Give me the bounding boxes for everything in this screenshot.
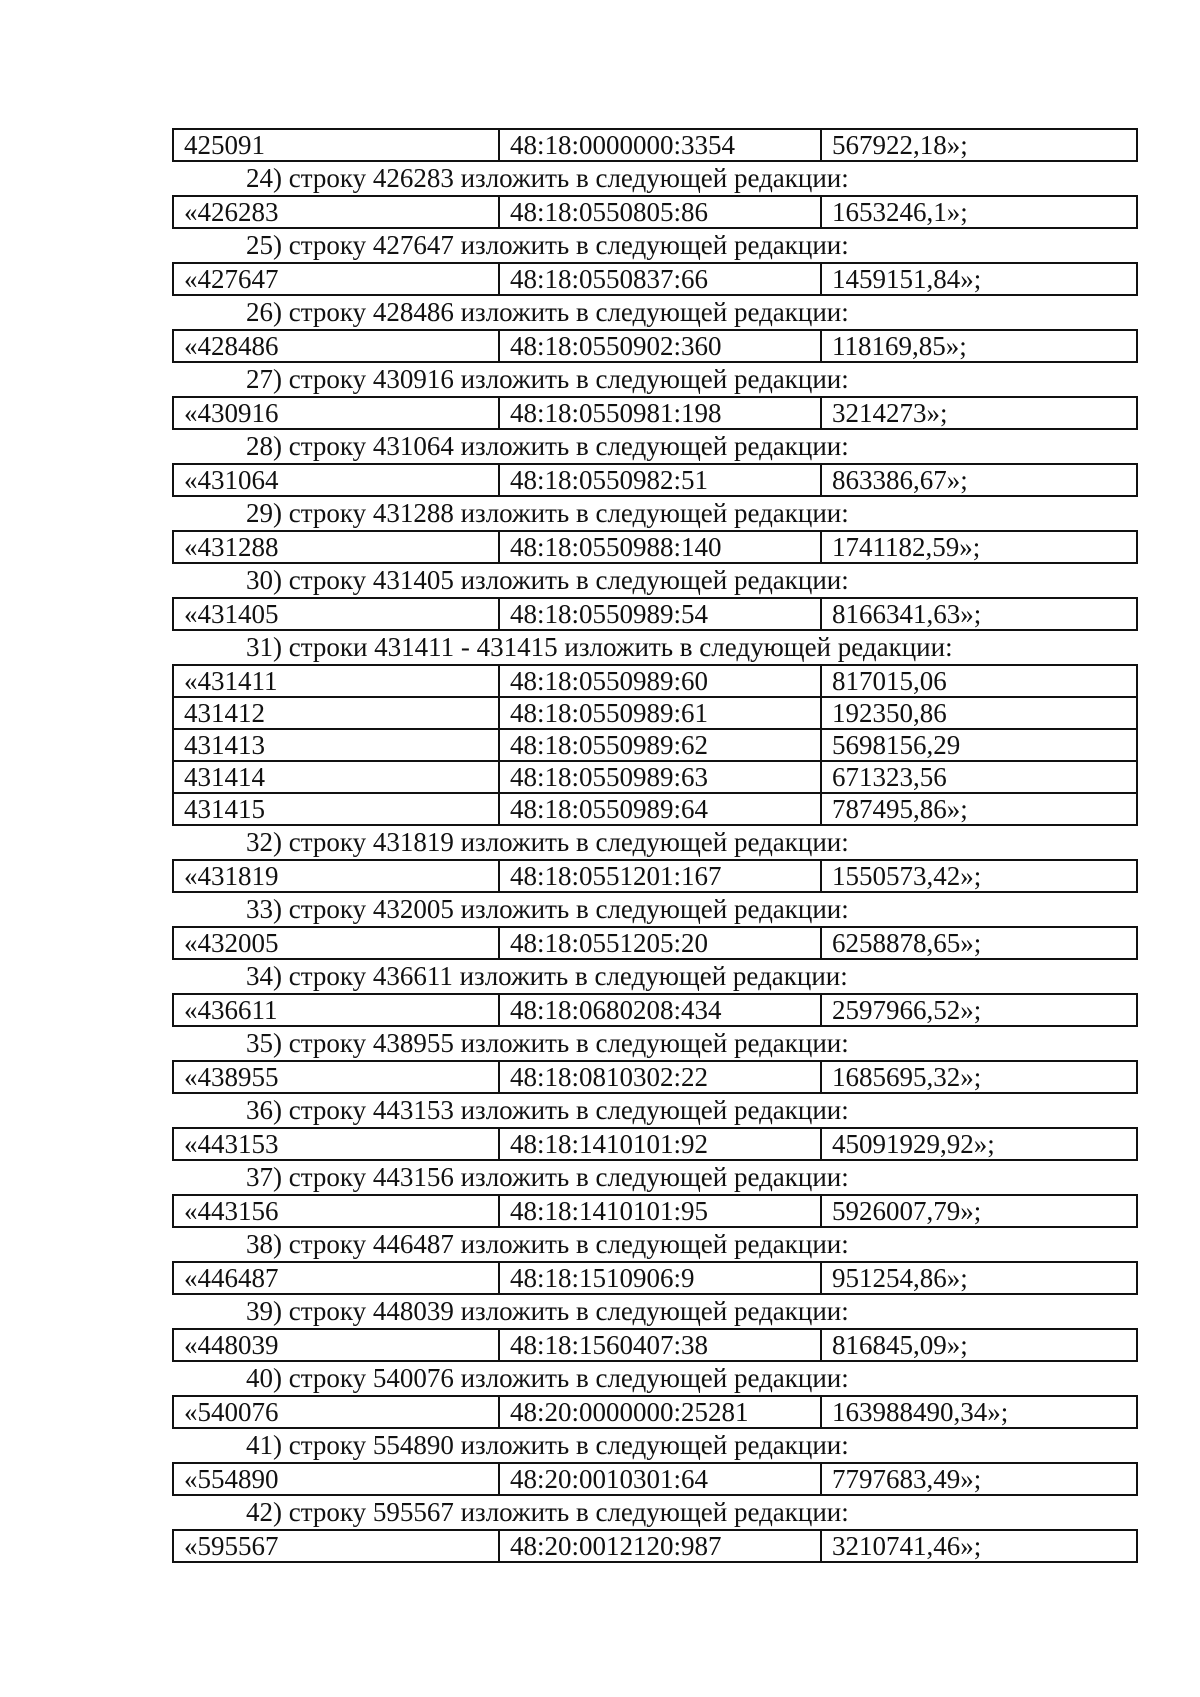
cadastral-value-cell: 817015,06	[821, 665, 1137, 697]
row-id-cell: «430916	[173, 397, 499, 429]
amendment-block	[172, 296, 1138, 363]
cadastral-value-cell: 3214273»;	[821, 397, 1137, 429]
amendment-block	[172, 1027, 1138, 1094]
cadastral-value-cell: 816845,09»;	[821, 1329, 1137, 1361]
table-row	[173, 994, 1137, 1026]
table-row	[173, 1329, 1137, 1361]
table-row	[173, 397, 1137, 429]
amendment-instruction: 40) строку 540076 изложить в следующей редакции:	[246, 1363, 849, 1393]
cadastral-value-cell: 1459151,84»;	[821, 263, 1137, 295]
amendment-table	[172, 859, 1138, 893]
table-row	[173, 761, 1137, 793]
cadastral-number-cell: 48:20:0000000:25281	[499, 1396, 821, 1428]
amendment-table	[172, 926, 1138, 960]
cadastral-value-cell: 2597966,52»;	[821, 994, 1137, 1026]
amendment-instruction: 29) строку 431288 изложить в следующей редакции:	[246, 498, 849, 528]
amendment-block	[172, 1094, 1138, 1161]
table-row	[173, 263, 1137, 295]
amendment-instruction: 24) строку 426283 изложить в следующей редакции:	[246, 163, 849, 193]
table-row	[173, 860, 1137, 892]
table-row	[173, 697, 1137, 729]
cadastral-value-cell: 163988490,34»;	[821, 1396, 1137, 1428]
amendment-block	[172, 497, 1138, 564]
amendment-block	[172, 1161, 1138, 1228]
row-id-cell: 431414	[173, 761, 499, 793]
row-id-cell: «428486	[173, 330, 499, 362]
amendment-instruction: 39) строку 448039 изложить в следующей редакции:	[246, 1296, 849, 1326]
table-row	[173, 729, 1137, 761]
amendment-table	[172, 195, 1138, 229]
row-id-cell: «431405	[173, 598, 499, 630]
amendment-block	[172, 1295, 1138, 1362]
row-id-cell: «431064	[173, 464, 499, 496]
table-row	[173, 1396, 1137, 1428]
amendment-instruction: 35) строку 438955 изложить в следующей редакции:	[246, 1028, 849, 1058]
amendment-table	[172, 1328, 1138, 1362]
cadastral-value-cell: 1550573,42»;	[821, 860, 1137, 892]
cadastral-number-cell: 48:18:1410101:95	[499, 1195, 821, 1227]
amendment-instruction: 41) строку 554890 изложить в следующей редакции:	[246, 1430, 849, 1460]
amendment-block	[172, 363, 1138, 430]
row-id-cell: «431819	[173, 860, 499, 892]
cadastral-number-cell: 48:18:0550989:62	[499, 729, 821, 761]
amendment-table	[172, 1261, 1138, 1295]
cadastral-value-cell: 1741182,59»;	[821, 531, 1137, 563]
table-row	[173, 1128, 1137, 1160]
cadastral-value-cell: 45091929,92»;	[821, 1128, 1137, 1160]
amendment-table	[172, 1529, 1138, 1563]
row-id-cell: «438955	[173, 1061, 499, 1093]
row-id-cell: «595567	[173, 1530, 499, 1562]
amendment-table	[172, 396, 1138, 430]
cadastral-number-cell: 48:18:0550989:61	[499, 697, 821, 729]
cadastral-number-cell: 48:18:0551201:167	[499, 860, 821, 892]
amendment-instruction: 30) строку 431405 изложить в следующей редакции:	[246, 565, 849, 595]
cadastral-value-cell: 7797683,49»;	[821, 1463, 1137, 1495]
table-row	[173, 927, 1137, 959]
cadastral-number-cell: 48:18:1510906:9	[499, 1262, 821, 1294]
row-id-cell: 431413	[173, 729, 499, 761]
amendment-instruction: 36) строку 443153 изложить в следующей редакции:	[246, 1095, 849, 1125]
cadastral-number-cell: 48:18:1410101:92	[499, 1128, 821, 1160]
row-id-cell: «554890	[173, 1463, 499, 1495]
amendment-instruction: 42) строку 595567 изложить в следующей редакции:	[246, 1497, 849, 1527]
row-id-cell: «540076	[173, 1396, 499, 1428]
row-id-cell: «431411	[173, 665, 499, 697]
cadastral-number-cell: 48:18:1560407:38	[499, 1329, 821, 1361]
amendment-block	[172, 229, 1138, 296]
cadastral-number-cell: 48:18:0550989:63	[499, 761, 821, 793]
cadastral-value-cell: 8166341,63»;	[821, 598, 1137, 630]
cadastral-value-cell: 671323,56	[821, 761, 1137, 793]
row-id-cell: «426283	[173, 196, 499, 228]
row-id-cell: «443153	[173, 1128, 499, 1160]
amendment-table	[172, 1462, 1138, 1496]
cadastral-value-cell: 951254,86»;	[821, 1262, 1137, 1294]
table-row	[173, 1262, 1137, 1294]
amendment-instruction: 26) строку 428486 изложить в следующей редакции:	[246, 297, 849, 327]
amendment-table	[172, 463, 1138, 497]
cadastral-value-cell: 118169,85»;	[821, 330, 1137, 362]
cadastral-number-cell: 48:18:0550989:60	[499, 665, 821, 697]
row-id-cell: «443156	[173, 1195, 499, 1227]
cadastral-number-cell: 48:18:0550805:86	[499, 196, 821, 228]
table-row	[173, 665, 1137, 697]
cadastral-value-cell: 1685695,32»;	[821, 1061, 1137, 1093]
amendment-instruction: 32) строку 431819 изложить в следующей редакции:	[246, 827, 849, 857]
document-page	[172, 128, 1138, 1563]
table-row	[173, 330, 1137, 362]
row-id-cell: «432005	[173, 927, 499, 959]
amendment-table	[172, 664, 1138, 826]
amendment-table	[172, 1194, 1138, 1228]
row-id-cell: «448039	[173, 1329, 499, 1361]
amendment-block	[172, 893, 1138, 960]
table-row	[173, 598, 1137, 630]
first-row-table	[172, 128, 1138, 162]
row-id-cell: 425091	[173, 129, 499, 161]
table-row	[173, 196, 1137, 228]
amendment-table	[172, 530, 1138, 564]
amendment-instruction: 34) строку 436611 изложить в следующей редакции:	[246, 961, 848, 991]
amendment-block	[172, 960, 1138, 1027]
cadastral-value-cell: 5698156,29	[821, 729, 1137, 761]
cadastral-number-cell: 48:18:0550837:66	[499, 263, 821, 295]
amendment-block	[172, 631, 1138, 826]
cadastral-number-cell: 48:18:0550989:64	[499, 793, 821, 825]
amendment-instruction: 37) строку 443156 изложить в следующей редакции:	[246, 1162, 849, 1192]
amendment-block	[172, 564, 1138, 631]
cadastral-value-cell: 1653246,1»;	[821, 196, 1137, 228]
table-row	[173, 464, 1137, 496]
amendment-table	[172, 1127, 1138, 1161]
cadastral-number-cell: 48:18:0550902:360	[499, 330, 821, 362]
table-row	[173, 1061, 1137, 1093]
cadastral-number-cell: 48:18:0550981:198	[499, 397, 821, 429]
amendment-instruction: 31) строки 431411 - 431415 изложить в следующей редакции:	[246, 632, 953, 662]
row-id-cell: «436611	[173, 994, 499, 1026]
amendment-table	[172, 1395, 1138, 1429]
table-row	[173, 793, 1137, 825]
amendment-table	[172, 329, 1138, 363]
cadastral-value-cell: 787495,86»;	[821, 793, 1137, 825]
amendment-block	[172, 1362, 1138, 1429]
cadastral-number-cell: 48:20:0010301:64	[499, 1463, 821, 1495]
amendment-table	[172, 1060, 1138, 1094]
row-id-cell: «446487	[173, 1262, 499, 1294]
cadastral-value-cell: 863386,67»;	[821, 464, 1137, 496]
amendment-table	[172, 262, 1138, 296]
amendment-block	[172, 1429, 1138, 1496]
amendment-block	[172, 1496, 1138, 1563]
cadastral-value-cell: 567922,18»;	[821, 129, 1137, 161]
amendment-instruction: 27) строку 430916 изложить в следующей редакции:	[246, 364, 849, 394]
row-id-cell: 431415	[173, 793, 499, 825]
cadastral-number-cell: 48:20:0012120:987	[499, 1530, 821, 1562]
amendment-instruction: 25) строку 427647 изложить в следующей редакции:	[246, 230, 849, 260]
cadastral-number-cell: 48:18:0680208:434	[499, 994, 821, 1026]
cadastral-value-cell: 192350,86	[821, 697, 1137, 729]
cadastral-value-cell: 3210741,46»;	[821, 1530, 1137, 1562]
row-id-cell: «431288	[173, 531, 499, 563]
cadastral-value-cell: 6258878,65»;	[821, 927, 1137, 959]
cadastral-number-cell: 48:18:0550989:54	[499, 598, 821, 630]
amendment-block	[172, 826, 1138, 893]
table-row	[173, 1530, 1137, 1562]
table-row	[173, 1195, 1137, 1227]
cadastral-number-cell: 48:18:0550982:51	[499, 464, 821, 496]
cadastral-number-cell: 48:18:0550988:140	[499, 531, 821, 563]
table-row	[173, 531, 1137, 563]
cadastral-value-cell: 5926007,79»;	[821, 1195, 1137, 1227]
cadastral-number-cell: 48:18:0810302:22	[499, 1061, 821, 1093]
amendment-table	[172, 993, 1138, 1027]
amendment-block	[172, 430, 1138, 497]
table-row	[173, 1463, 1137, 1495]
amendment-instruction: 33) строку 432005 изложить в следующей редакции:	[246, 894, 849, 924]
amendment-instruction: 28) строку 431064 изложить в следующей редакции:	[246, 431, 849, 461]
cadastral-number-cell: 48:18:0000000:3354	[499, 129, 821, 161]
row-id-cell: «427647	[173, 263, 499, 295]
amendment-block	[172, 1228, 1138, 1295]
amendments-list	[172, 162, 1138, 1563]
amendment-instruction: 38) строку 446487 изложить в следующей редакции:	[246, 1229, 849, 1259]
row-id-cell: 431412	[173, 697, 499, 729]
amendment-table	[172, 597, 1138, 631]
amendment-block	[172, 162, 1138, 229]
table-row	[173, 129, 1137, 161]
cadastral-number-cell: 48:18:0551205:20	[499, 927, 821, 959]
